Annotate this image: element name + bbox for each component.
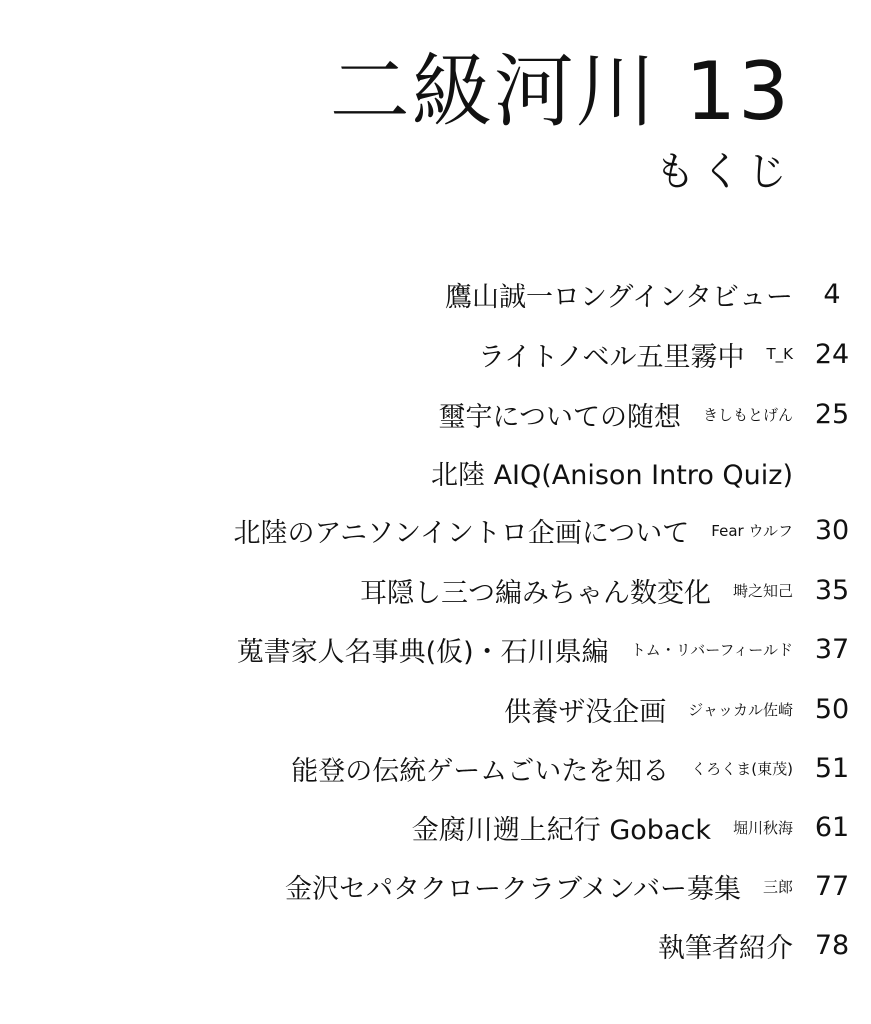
toc-entry-author: T_K [766,345,793,363]
toc-entry [445,264,871,324]
toc-entry [504,679,871,739]
toc-entry-title: 蒐書家人名事典(仮)・石川県編 [236,636,609,668]
toc-entry-title: 金沢セパタクロークラブメンバー募集 [284,873,741,905]
toc-entry [237,619,871,679]
toc-entry [478,324,871,384]
toc-entry-page: 61 [814,811,850,843]
toc-entry [412,797,871,857]
toc-entry-page: 24 [814,338,850,370]
toc-entry-title: ライトノベル五里霧中 [478,341,745,373]
document-subtitle: もくじ [655,149,793,195]
toc-entry-author: トム・リバーフィールド [630,640,793,659]
toc-entry-page: 35 [814,574,850,606]
toc-entry-page: 78 [814,929,850,961]
toc-entry-title: 執筆者紹介 [658,932,793,964]
toc-entry [360,560,871,620]
toc-entry-page: 50 [814,693,850,725]
toc-entry-title: 金腐川遡上紀行 Goback [411,814,711,846]
toc-entry-page: 25 [814,398,850,430]
toc-entry [291,738,871,798]
toc-entry-title: 北陸のアニソンイントロ企画について [233,517,690,549]
document-title: 二級河川 13 [329,45,791,138]
toc-entry-title: 能登の伝統ゲームごいたを知る [291,755,670,787]
toc-entry-author: 三郎 [762,877,793,896]
toc-entry-title: 璽宇についての随想 [438,401,681,433]
toc-entry-page: 51 [814,752,850,784]
toc-entry-author: くろくま(東茂) [691,759,793,778]
toc-entry-title: 北陸 AIQ(Anison Intro Quiz) [430,459,793,491]
toc-entry-author: きしもとげん [702,405,793,424]
toc-entry-page: 77 [814,870,850,902]
toc-entry-title: 鷹山誠一ロングインタビュー [444,281,793,313]
toc-entry-page: 4 [823,278,841,310]
toc-entry-author: Fear ウルフ [711,521,793,540]
toc-entry-author: ジャッカル佐崎 [688,700,793,719]
toc-entry [658,915,871,975]
toc-entry [234,500,871,560]
toc-entry [285,856,871,916]
toc-entry-title: 供養ザ没企画 [504,696,667,728]
toc-entry-author: 堀川秋海 [732,818,793,837]
toc-entry-page: 37 [814,633,850,665]
toc-entry-page: 30 [814,514,850,546]
toc-entry-author: 塒之知己 [732,581,793,600]
toc-entry [439,384,871,444]
toc-entry [431,442,871,502]
toc-entry-title: 耳隠し三つ編みちゃん数変化 [359,577,711,609]
